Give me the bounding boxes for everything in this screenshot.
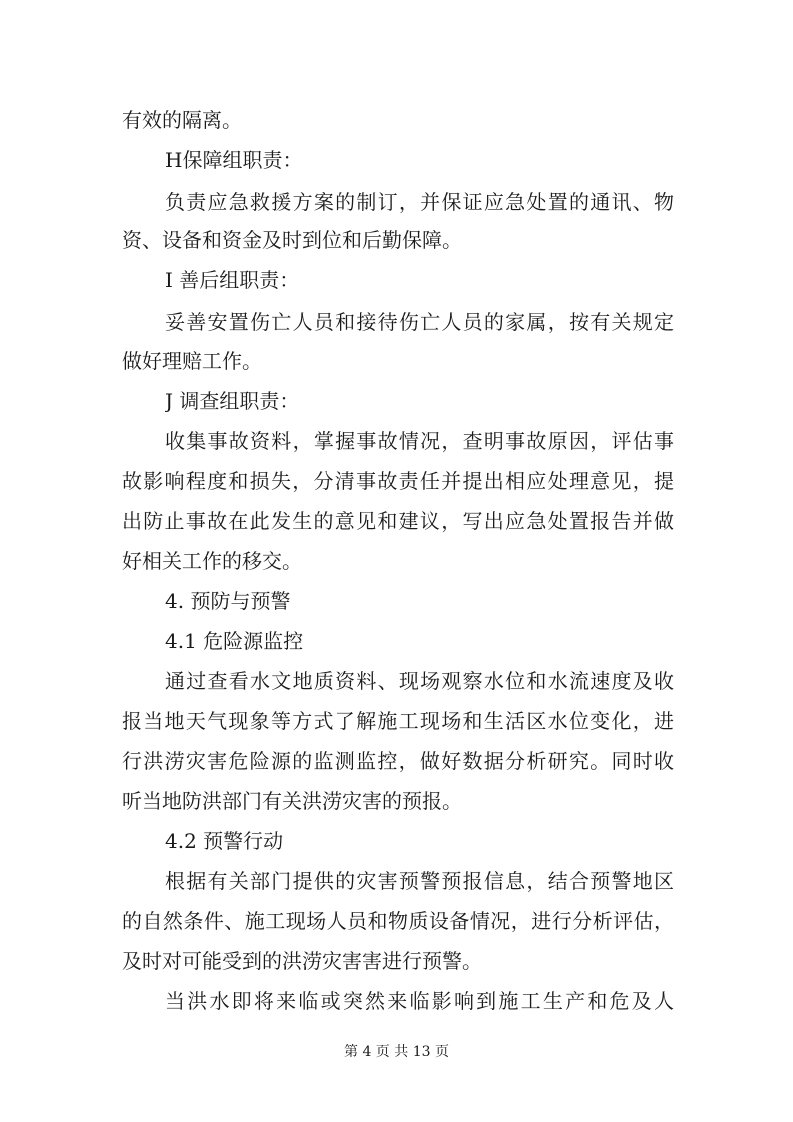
body-text-line: 收集事故资料，掌握事故情况，查明事故原因，评估事	[165, 429, 674, 453]
body-text-line: 有效的隔离。	[122, 108, 242, 132]
body-text-line: 出防止事故在此发生的意见和建议，写出应急处置报告并做	[122, 509, 674, 533]
section-heading-4-1: 4.1 危险源监控	[165, 629, 304, 653]
body-text-line: 资、设备和资金及时到位和后勤保障。	[122, 228, 462, 252]
body-text-line: 的自然条件、施工现场人员和物质设备情况，进行分析评估，	[122, 909, 674, 933]
body-text-line: 做好理赔工作。	[122, 349, 262, 373]
section-heading-4: 4. 预防与预警	[165, 589, 291, 613]
body-text-line: 负责应急救援方案的制订，并保证应急处置的通讯、物	[165, 190, 674, 214]
section-heading-4-2: 4.2 预警行动	[165, 829, 284, 853]
body-text-line: 听当地防洪部门有关洪涝灾害的预报。	[122, 789, 462, 813]
body-text-line: 故影响程度和损失，分清事故责任并提出相应处理意见，提	[122, 469, 674, 493]
section-heading-h: H保障组职责：	[165, 148, 303, 172]
body-text-line: 根据有关部门提供的灾害预警预报信息，结合预警地区	[165, 869, 674, 893]
section-heading-j: J 调查组职责：	[165, 389, 300, 413]
body-text-line: 报当地天气现象等方式了解施工现场和生活区水位变化，进	[122, 709, 674, 733]
body-text-line: 当洪水即将来临或突然来临影响到施工生产和危及人	[165, 989, 674, 1013]
page-number-footer: 第 4 页 共 13 页	[344, 1044, 449, 1060]
body-text-line: 妥善安置伤亡人员和接待伤亡人员的家属，按有关规定	[165, 310, 674, 334]
body-text-line: 通过查看水文地质资料、现场观察水位和水流速度及收	[165, 669, 674, 693]
body-text-line: 好相关工作的移交。	[122, 549, 302, 573]
body-text-line: 及时对可能受到的洪涝灾害害进行预警。	[122, 949, 482, 973]
body-text-line: 行洪涝灾害危险源的监测监控，做好数据分析研究。同时收	[122, 749, 674, 773]
section-heading-i: I 善后组职责：	[165, 268, 300, 292]
